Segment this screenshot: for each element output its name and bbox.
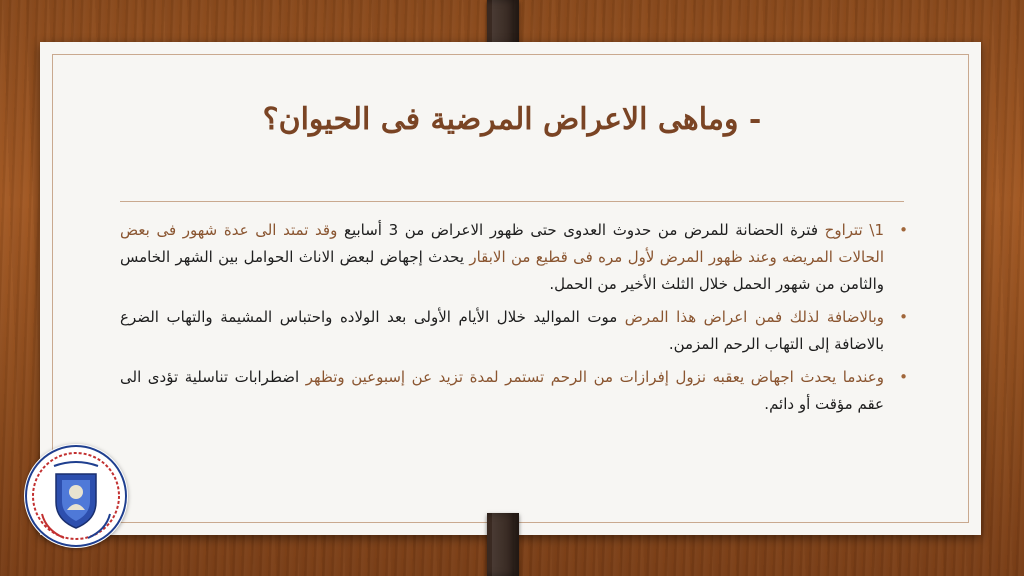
bullet-1-text-1: فترة الحضانة للمرض من حدوث العدوى حتى ظهور الاعراض من 3 أسابيع	[337, 221, 825, 239]
bullet-dot: •	[899, 368, 908, 386]
bullet-dot: •	[899, 221, 908, 239]
bullet-1-accent-start: 1\ تتراوح	[824, 221, 884, 239]
slide-content	[120, 217, 910, 424]
slide-title: - وماهى الاعراض المرضية فى الحيوان؟	[262, 102, 762, 137]
bullet-3-text-1: اضطرابات تناسلية تؤدى الى عقم مؤقت أو دائم.	[120, 368, 884, 413]
bullet-2-accent-start: وبالاضافة لذلك فمن اعراض هذا المرض	[624, 308, 884, 326]
bullet-1-text-2: يحدث إجهاض لبعض الاناث الحوامل بين الشهر الخامس والثامن من شهور الحمل خلال الثلث الأخير من الحمل.	[120, 248, 884, 293]
bullet-2-text-1: موت المواليد خلال الأيام الأولى بعد الولاده واحتباس المشيمة والتهاب الضرع بالاضافة إلى التهاب الرحم المزمن.	[120, 308, 884, 353]
bullet-item-1	[120, 217, 910, 298]
bullet-item-2	[120, 304, 910, 358]
institution-seal-icon	[24, 444, 128, 548]
title-divider	[120, 201, 904, 202]
bullet-3-accent-start: وعندما يحدث اجهاض يعقبه نزول إفرازات من الرحم تستمر لمدة تزيد عن إسبوعين وتظهر	[305, 368, 884, 386]
binder-clip-bottom	[487, 513, 519, 576]
bullet-dot: •	[899, 308, 908, 326]
bullet-1-accent-mid: وقد تمتد الى عدة شهور فى بعض الحالات المريضه وعند ظهور المرض لأول مره فى قطيع من الابقار	[120, 221, 884, 266]
bullet-item-3	[120, 364, 910, 418]
